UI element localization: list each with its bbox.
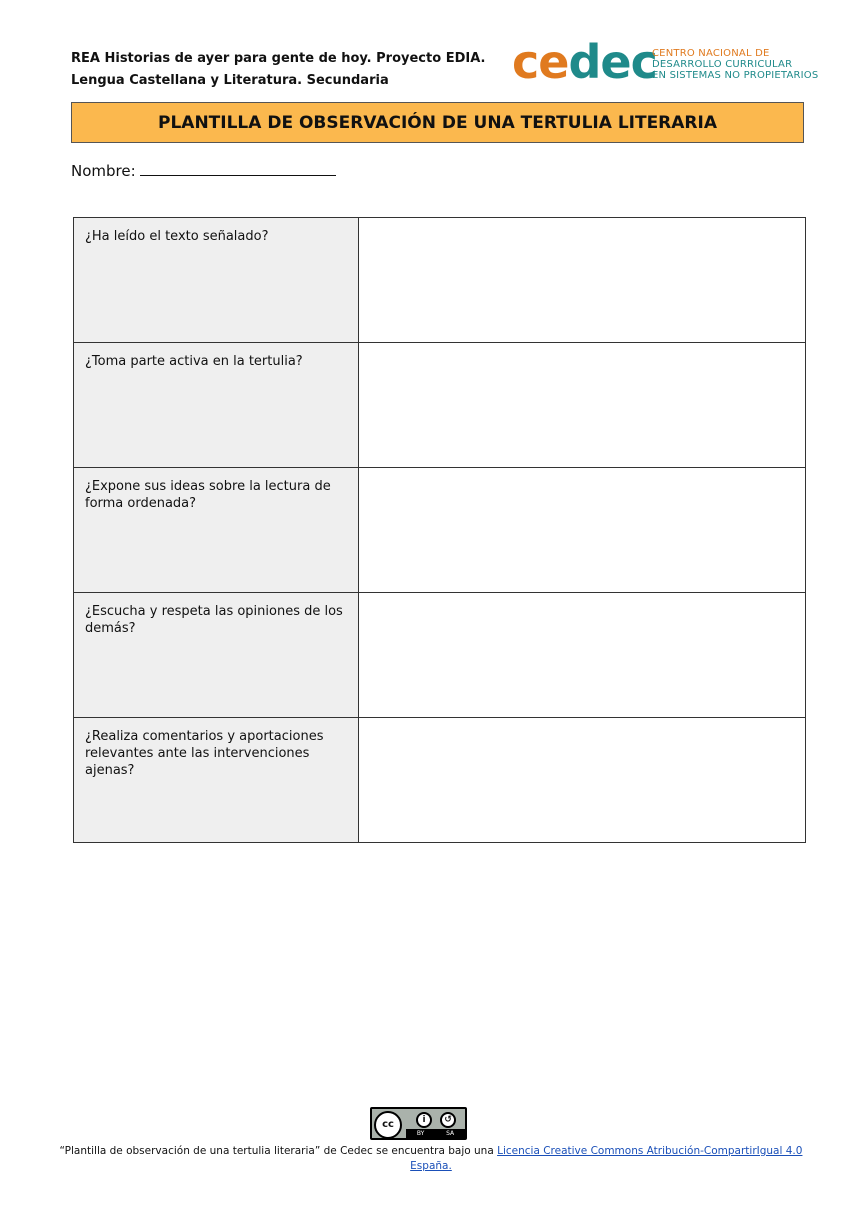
table-row xyxy=(74,218,806,343)
logo-word-part-2: dec xyxy=(568,35,657,89)
cc-by-label: BY xyxy=(416,1130,425,1137)
cc-label-strip xyxy=(406,1129,465,1138)
answer-cell[interactable] xyxy=(359,468,806,593)
cc-badge-background xyxy=(372,1109,465,1138)
attribution-icon: i xyxy=(416,1112,432,1128)
answer-cell[interactable] xyxy=(359,593,806,718)
table-row xyxy=(74,718,806,843)
question-text: ¿Escucha y respeta las opiniones de los demás? xyxy=(85,604,343,636)
question-cell xyxy=(74,468,359,593)
license-text: “Plantilla de observación de una tertulia literaria” de Cedec se encuentra bajo una xyxy=(59,1145,498,1157)
cc-icon: cc xyxy=(374,1111,402,1139)
observation-table xyxy=(73,217,806,843)
name-field xyxy=(71,161,336,180)
table-row xyxy=(74,468,806,593)
question-text: ¿Expone sus ideas sobre la lectura de forma ordenada? xyxy=(85,479,331,511)
question-cell xyxy=(74,718,359,843)
question-cell xyxy=(74,343,359,468)
page-title: PLANTILLA DE OBSERVACIÓN DE UNA TERTULIA LITERARIA xyxy=(71,102,804,143)
logo-sub-line-2: DESARROLLO CURRICULAR xyxy=(652,59,793,70)
logo-sub-line-3: EN SISTEMAS NO PROPIETARIOS xyxy=(652,70,819,81)
answer-cell[interactable] xyxy=(359,218,806,343)
table-row xyxy=(74,343,806,468)
answer-cell[interactable] xyxy=(359,718,806,843)
logo-wordmark xyxy=(512,34,657,90)
license-link[interactable]: Licencia Creative Commons Atribución-CompartirIgual 4.0 España. xyxy=(410,1145,803,1172)
question-text: ¿Ha leído el texto señalado? xyxy=(85,229,269,244)
cc-sa-label: SA xyxy=(446,1130,455,1137)
license-footer xyxy=(40,1144,822,1174)
cedec-logo xyxy=(512,35,822,90)
header-line-2: Lengua Castellana y Literatura. Secundaria xyxy=(71,73,389,88)
table-row xyxy=(74,593,806,718)
answer-cell[interactable] xyxy=(359,343,806,468)
question-cell xyxy=(74,218,359,343)
question-cell xyxy=(74,593,359,718)
document-header xyxy=(71,48,485,92)
question-text: ¿Toma parte activa en la tertulia? xyxy=(85,354,303,369)
logo-subtitle xyxy=(652,48,818,81)
header-line-1: REA Historias de ayer para gente de hoy. Proyecto EDIA. xyxy=(71,51,486,66)
logo-sub-line-1: CENTRO NACIONAL DE xyxy=(652,48,770,59)
question-text: ¿Realiza comentarios y aportaciones relevantes ante las intervenciones ajenas? xyxy=(85,729,324,778)
name-label: Nombre: xyxy=(71,162,136,180)
creative-commons-badge xyxy=(370,1107,467,1140)
name-blank-line[interactable] xyxy=(140,161,336,176)
logo-word-part-1: ce xyxy=(512,35,569,89)
share-alike-icon: ↺ xyxy=(440,1112,456,1128)
